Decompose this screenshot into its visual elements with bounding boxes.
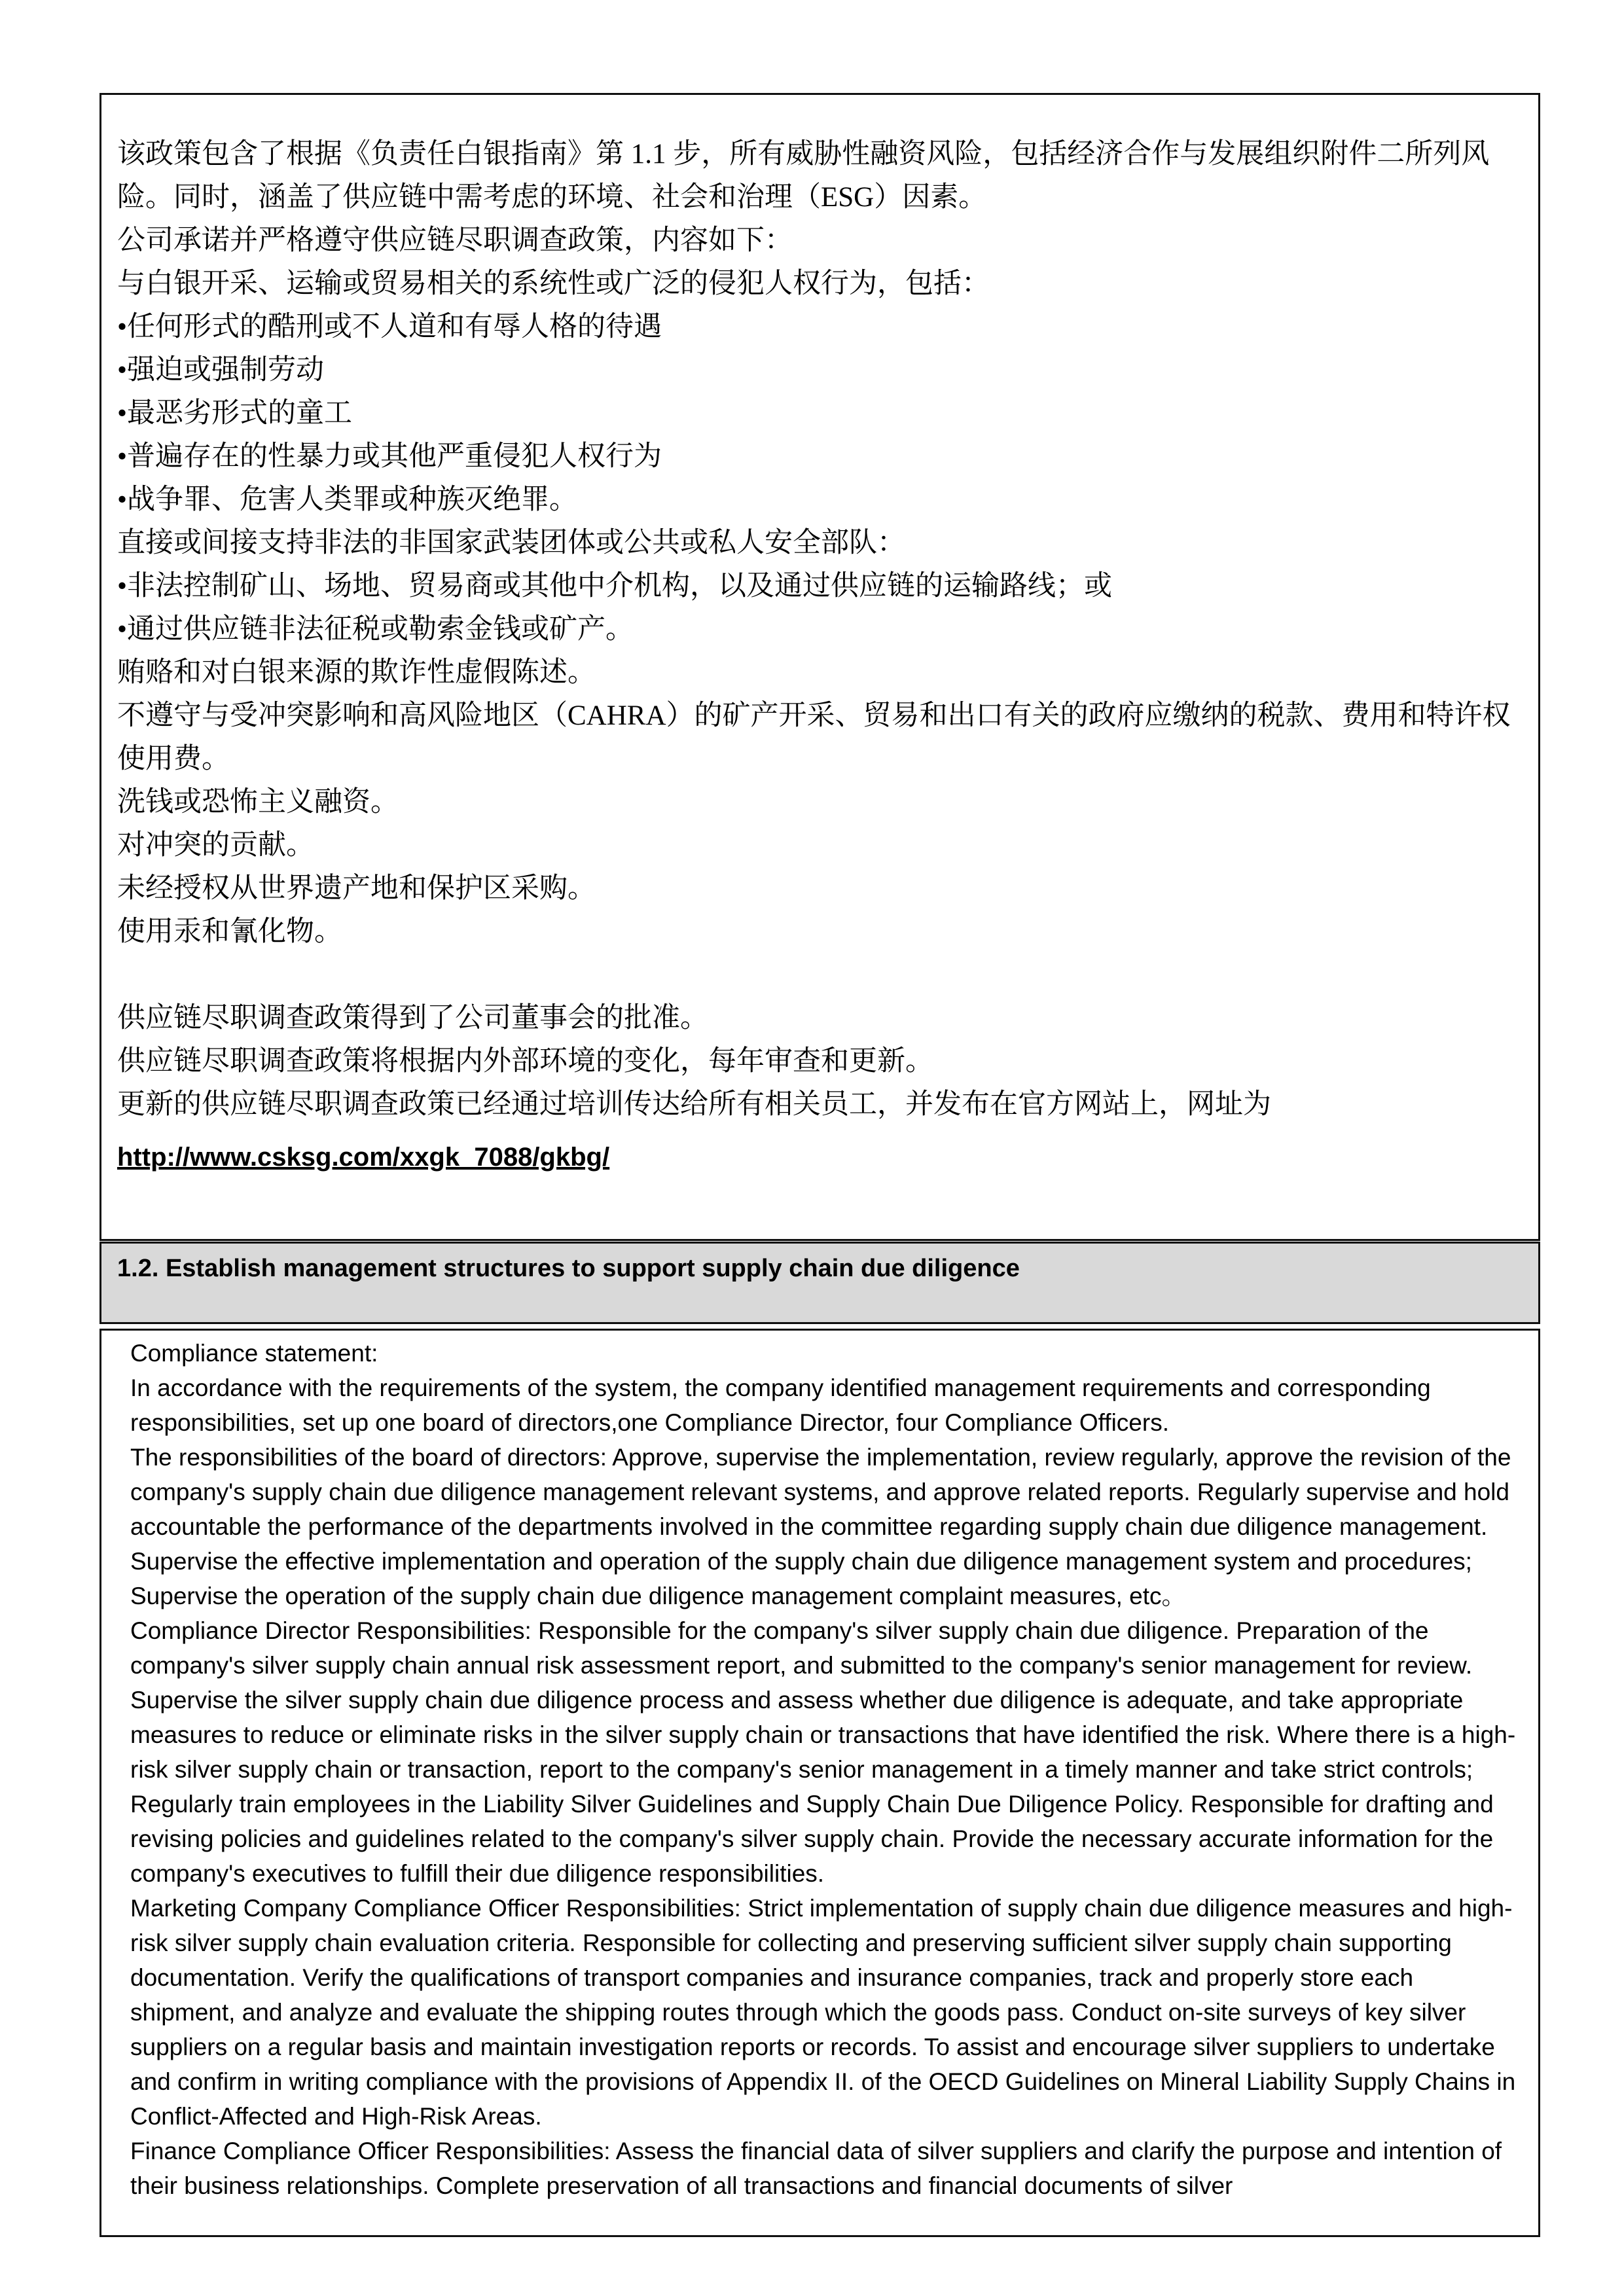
policy-paragraph: 公司承诺并严格遵守供应链尽职调查政策，内容如下： (117, 225, 793, 256)
policy-bullet-item: •普遍存在的性暴力或其他严重侵犯人权行为 (117, 441, 662, 472)
policy-paragraph: 贿赂和对白银来源的欺诈性虚假陈述。 (117, 657, 596, 688)
policy-paragraph: 使用汞和氰化物。 (117, 916, 342, 947)
policy-bullet-item: •最恶劣形式的童工 (117, 398, 353, 429)
policy-paragraph: 不遵守与受冲突影响和高风险地区（CAHRA）的矿产开采、贸易和出口有关的政府应缴纳的税款、费用和特许权使用费。 (117, 700, 1511, 774)
policy-paragraph: 直接或间接支持非法的非国家武装团体或公共或私人安全部队： (117, 528, 905, 558)
compliance-paragraph: Compliance Director Responsibilities: Responsible for the company's silver supply chain due diligence. Preparation of the company's silver supply chain annual risk assessment report, and submitted to the company's senior management for review. Supervise the silver supply chain due diligence process and assess whether due diligence is adequate, and take appropriate measures to reduce or eliminate risks in the silver supply chain or transactions that have identified the risk. Where there is a high-risk silver supply chain or transaction, report to the company's senior management in a timely manner and take strict controls; Regularly train employees in the Liability Silver Guidelines and Supply Chain Due Diligence Policy. Responsible for drafting and revising policies and guidelines related to the company's silver supply chain. Provide the necessary accurate information for the company's executives to fulfill their due diligence responsibilities. (130, 1617, 1516, 1887)
policy-website-link[interactable]: http://www.csksg.com/xxgk_7088/gkbg/ (117, 1143, 610, 1172)
policy-bullet-item: •战争罪、危害人类罪或种族灭绝罪。 (117, 484, 578, 515)
policy-bullet-item: •通过供应链非法征税或勒索金钱或矿产。 (117, 614, 634, 645)
policy-paragraph: 与白银开采、运输或贸易相关的系统性或广泛的侵犯人权行为，包括： (117, 268, 990, 299)
section-header-bar (99, 1242, 1540, 1324)
policy-paragraph: 供应链尽职调查政策将根据内外部环境的变化，每年审查和更新。 (117, 1046, 933, 1077)
policy-paragraph: 对冲突的贡献。 (117, 830, 314, 861)
compliance-paragraph: Marketing Company Compliance Officer Responsibilities: Strict implementation of supply chain due diligence measures and high-risk silver supply chain evaluation criteria. Responsible for collecting and preserving sufficient silver supply chain supporting documentation. Verify the qualifications of transport companies and insurance companies, track and properly store each shipment, and analyze and evaluate the shipping routes through which the goods pass. Conduct on-site surveys of key silver suppliers on a regular basis and maintain investigation reports or records. To assist and encourage silver suppliers to undertake and confirm in writing compliance with the provisions of Appendix II. of the OECD Guidelines on Mineral Liability Supply Chains in Conflict-Affected and High-Risk Areas. (130, 1895, 1516, 2130)
compliance-statement-section (99, 1329, 1540, 2237)
section-title: 1.2. Establish management structures to support supply chain due diligence (117, 1255, 1020, 1282)
compliance-paragraph: Finance Compliance Officer Responsibilities: Assess the financial data of silver suppliers and clarify the purpose and intention of their business relationships. Complete preservation of all transactions and financial documents of silver (130, 2138, 1502, 2199)
policy-paragraph: 更新的供应链尽职调查政策已经通过培训传达给所有相关员工，并发布在官方网站上，网址为 (117, 1089, 1271, 1120)
policy-paragraph: 洗钱或恐怖主义融资。 (117, 787, 399, 817)
policy-paragraph: 供应链尽职调查政策得到了公司董事会的批准。 (117, 1003, 708, 1033)
policy-bullet-item: •非法控制矿山、场地、贸易商或其他中介机构，以及通过供应链的运输路线；或 (117, 571, 1113, 601)
policy-bullet-item: •任何形式的酷刑或不人道和有辱人格的待遇 (117, 312, 662, 342)
compliance-label: Compliance statement: (130, 1340, 378, 1367)
policy-paragraph: 未经授权从世界遗产地和保护区采购。 (117, 873, 596, 904)
compliance-paragraph: In accordance with the requirements of the system, the company identified management requirements and corresponding responsibilities, set up one board of directors,one Compliance Director, four Compliance Officers. (130, 1374, 1431, 1436)
policy-text-section (99, 93, 1540, 1241)
compliance-paragraph: The responsibilities of the board of directors: Approve, supervise the implementation, review regularly, approve the revision of the company's supply chain due diligence management relevant systems, and approve related reports. Regularly supervise and hold accountable the performance of the departments involved in the committee regarding supply chain due diligence management. Supervise the effective implementation and operation of the supply chain due diligence management system and procedures; Supervise the operation of the supply chain due diligence management complaint measures, etc。 (130, 1444, 1511, 1609)
policy-paragraph: 该政策包含了根据《负责任白银指南》第 1.1 步，所有威胁性融资风险，包括经济合作与发展组织附件二所列风险。同时，涵盖了供应链中需考虑的环境、社会和治理（ESG）因素。 (117, 139, 1490, 213)
policy-bullet-item: •强迫或强制劳动 (117, 355, 325, 386)
